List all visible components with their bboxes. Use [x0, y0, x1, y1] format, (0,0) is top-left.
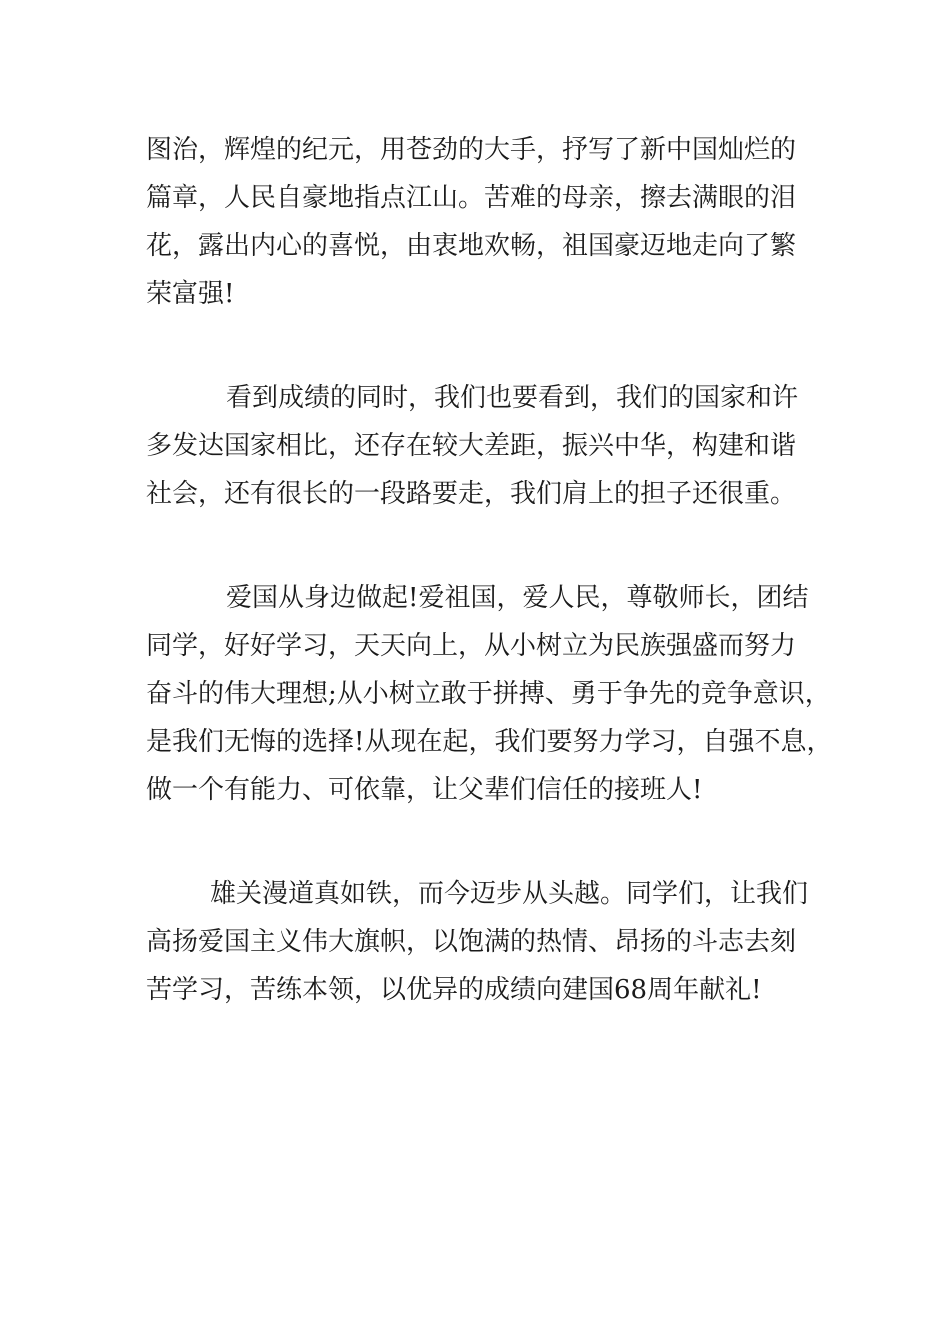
- paragraph-line: 雄关漫道真如铁，而今迈步从头越。同学们，让我们: [210, 879, 809, 909]
- paragraph-line: 奋斗的伟大理想;从小树立敢于拼搏、勇于争先的竞争意识，: [146, 679, 831, 709]
- paragraph-line: 图治，辉煌的纪元，用苍劲的大手，抒写了新中国灿烂的: [146, 135, 797, 165]
- paragraph-line: 看到成绩的同时，我们也要看到，我们的国家和许: [226, 383, 799, 413]
- paragraph-2: [146, 374, 836, 518]
- paragraph-line: 同学，好好学习，天天向上，从小树立为民族强盛而努力: [146, 631, 797, 661]
- paragraph-line: 苦学习，苦练本领，以优异的成绩向建国68周年献礼!: [146, 975, 762, 1005]
- paragraph-3: [146, 574, 836, 814]
- paragraph-line: 篇章，人民自豪地指点江山。苦难的母亲，擦去满眼的泪: [146, 183, 797, 213]
- paragraph-line: 做一个有能力、可依靠，让父辈们信任的接班人!: [146, 775, 703, 805]
- paragraph-line: 是我们无悔的选择!从现在起，我们要努力学习，自强不息，: [146, 727, 833, 757]
- paragraph-4: [146, 870, 836, 1014]
- paragraph-line: 爱国从身边做起!爱祖国，爱人民，尊敬师长，团结: [226, 583, 809, 613]
- paragraph-line: 多发达国家相比，还存在较大差距，振兴中华，构建和谐: [146, 431, 797, 461]
- paragraph-line: 花，露出内心的喜悦，由衷地欢畅，祖国豪迈地走向了繁: [146, 231, 797, 261]
- paragraph-line: 社会，还有很长的一段路要走，我们肩上的担子还很重。: [146, 479, 797, 509]
- paragraph-1: [146, 126, 836, 318]
- paragraph-line: 荣富强!: [146, 279, 235, 309]
- paragraph-line: 高扬爱国主义伟大旗帜，以饱满的热情、昂扬的斗志去刻: [146, 927, 797, 957]
